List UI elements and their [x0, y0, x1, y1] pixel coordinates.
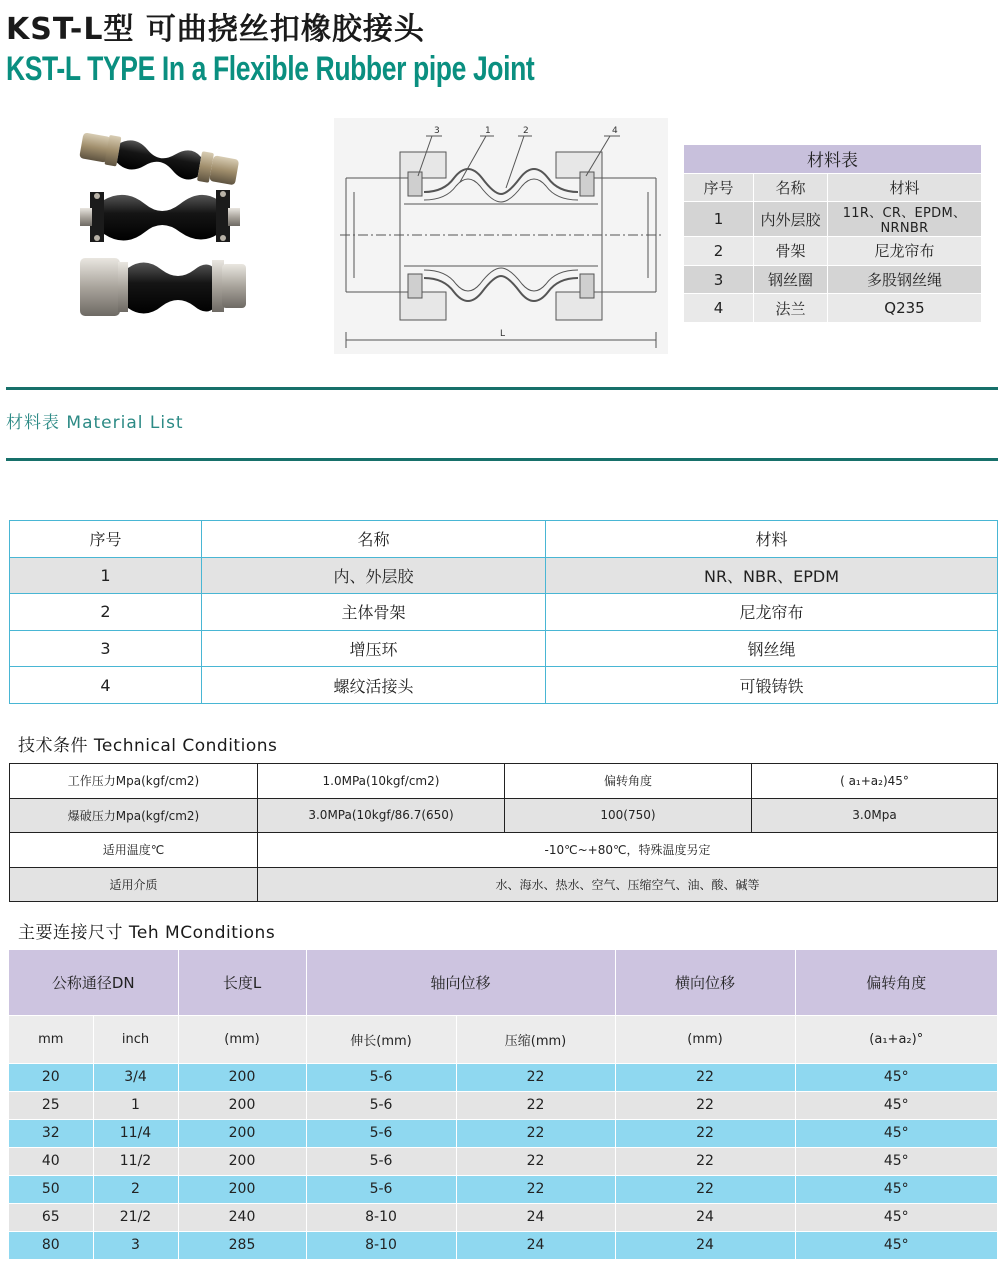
- table-row: 3 钢丝圈 多股钢丝绳: [684, 265, 982, 294]
- dimension-label: L: [500, 329, 506, 339]
- dimensions-table: [9, 950, 998, 1260]
- table-header: 序号: [10, 521, 202, 558]
- material-table-small: [683, 144, 982, 323]
- table-row: 3 增压环 钢丝绳: [10, 630, 998, 667]
- table-row: 适用介质 水、海水、热水、空气、压缩空气、油、酸、碱等: [10, 867, 998, 902]
- table-row: 25 1 200 5-6 22 22 45°: [9, 1091, 998, 1119]
- table-subheader: 压缩(mm): [456, 1015, 615, 1063]
- table-subheader: mm: [9, 1015, 93, 1063]
- callout-1: 1: [485, 126, 491, 136]
- table-row: 80 3 285 8-10 24 24 45°: [9, 1231, 998, 1259]
- table-row: 爆破压力Mpa(kgf/cm2) 3.0MPa(10kgf/86.7(650) 100(750) 3.0Mpa: [10, 798, 998, 833]
- table-subheader: (a₁+a₂)°: [795, 1015, 998, 1063]
- table-row: 4 螺纹活接头 可锻铸铁: [10, 667, 998, 704]
- table-row: 32 11/4 200 5-6 22 22 45°: [9, 1119, 998, 1147]
- material-list-table: [9, 520, 998, 704]
- table-row: 1 内外层胶 11R、CR、EPDM、NRNBR: [684, 202, 982, 237]
- table-header: 横向位移: [615, 950, 795, 1015]
- callout-4: 4: [612, 126, 618, 136]
- table-caption: 材料表: [684, 145, 982, 174]
- table-subheader: (mm): [178, 1015, 306, 1063]
- table-row: 50 2 200 5-6 22 22 45°: [9, 1175, 998, 1203]
- table-row: 40 11/2 200 5-6 22 22 45°: [9, 1147, 998, 1175]
- callout-2: 2: [523, 126, 529, 136]
- callout-3: 3: [434, 126, 440, 136]
- table-row: 工作压力Mpa(kgf/cm2) 1.0MPa(10kgf/cm2) 偏转角度 ( a₁+a₂)45°: [10, 764, 998, 799]
- table-header: 序号: [684, 173, 754, 202]
- technical-conditions-table: [9, 763, 998, 902]
- divider: [6, 458, 998, 461]
- page-title-cn: KST-L型 可曲挠丝扣橡胶接头: [6, 12, 425, 47]
- table-header: 偏转角度: [795, 950, 998, 1015]
- section-label: 材料表 Material List: [6, 413, 184, 433]
- table-header: 名称: [202, 521, 546, 558]
- table-row: 2 骨架 尼龙帘布: [684, 237, 982, 266]
- table-subheader: 伸长(mm): [306, 1015, 456, 1063]
- technical-heading: 技术条件 Technical Conditions: [18, 736, 278, 756]
- table-header: 材料: [828, 173, 982, 202]
- table-header: 长度L: [178, 950, 306, 1015]
- table-row: 4 法兰 Q235: [684, 294, 982, 323]
- table-row: 65 21/2 240 8-10 24 24 45°: [9, 1203, 998, 1231]
- page-title-en: KST-L TYPE In a Flexible Rubber pipe Joint: [6, 50, 535, 88]
- table-row: 20 3/4 200 5-6 22 22 45°: [9, 1063, 998, 1091]
- cross-section-drawing: [334, 118, 668, 354]
- table-row: 1 内、外层胶 NR、NBR、EPDM: [10, 557, 998, 594]
- table-header: 轴向位移: [306, 950, 615, 1015]
- table-subheader: (mm): [615, 1015, 795, 1063]
- product-photo: [70, 130, 250, 330]
- dimensions-heading: 主要连接尺寸 Teh MConditions: [18, 923, 276, 943]
- divider: [6, 387, 998, 390]
- table-header: 名称: [754, 173, 828, 202]
- table-row: 适用温度℃ -10℃~+80℃，特殊温度另定: [10, 833, 998, 868]
- table-row: 2 主体骨架 尼龙帘布: [10, 594, 998, 631]
- table-subheader: inch: [93, 1015, 178, 1063]
- table-header: 公称通径DN: [9, 950, 178, 1015]
- table-header: 材料: [546, 521, 998, 558]
